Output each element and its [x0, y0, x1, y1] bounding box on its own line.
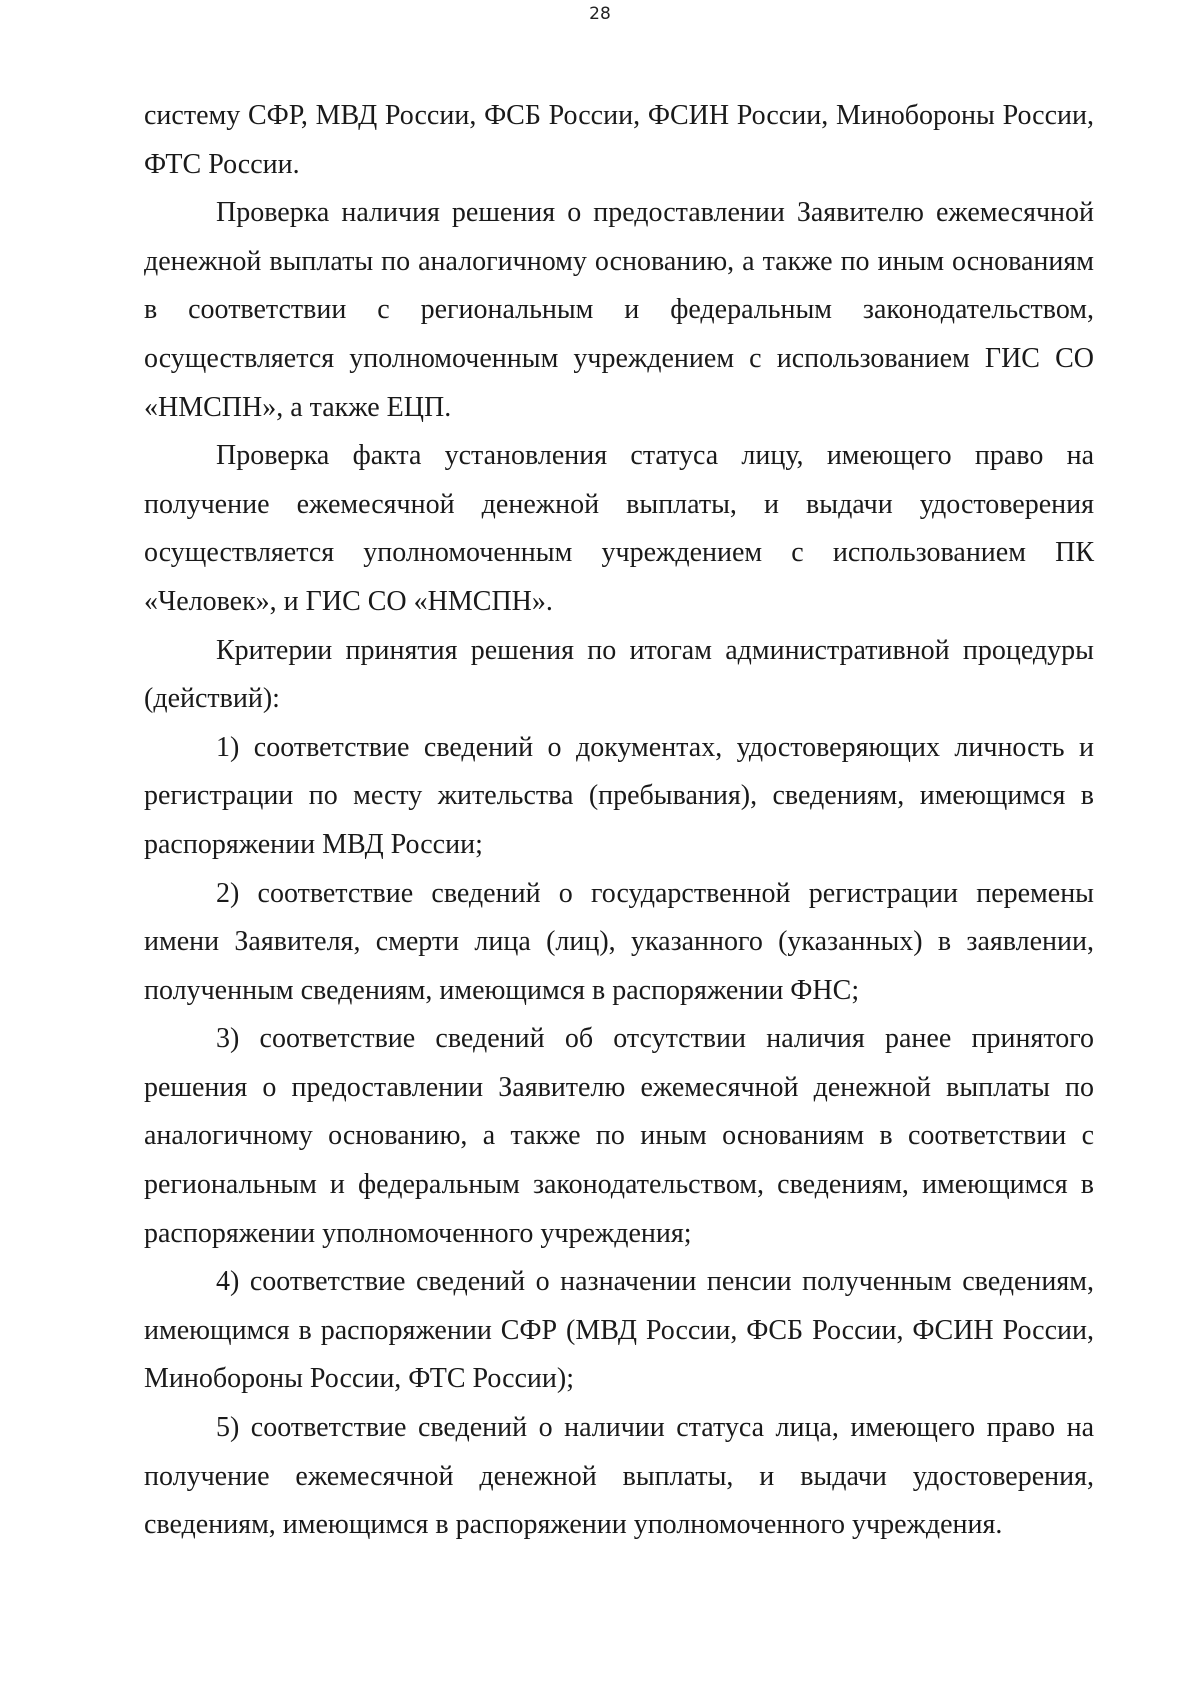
paragraph-criteria-heading: Критерии принятия решения по итогам административной процедуры (действий): — [144, 634, 1094, 715]
paragraph-check-decision: Проверка наличия решения о предоставлении Заявителю ежемесячной денежной выплаты по аналогичному основанию, а также по иным основаниям в соответствии с региональным и федеральным законодательством, осуществляется уполномоченным учреждением с использованием ГИС СО «НМСПН», а также ЕЦП. — [144, 197, 1094, 423]
page-number: 28 — [589, 4, 611, 24]
criteria-item-5: 5) соответствие сведений о наличии статуса лица, имеющего право на получение ежемесячной денежной выплаты, и выдачи удостоверения, сведениям, имеющимся в распоряжении уполномоченного учреждения. — [144, 1412, 1094, 1541]
document-body — [144, 92, 1094, 1550]
criteria-item-2: 2) соответствие сведений о государственной регистрации перемены имени Заявителя, смерти лица (лиц), указанного (указанных) в заявлении, полученным сведениям, имеющимся в распоряжении ФНС; — [144, 877, 1094, 1006]
paragraph-check-status: Проверка факта установления статуса лицу, имеющего право на получение ежемесячной денежной выплаты, и выдачи удостоверения осуществляется уполномоченным учреждением с использованием ПК «Человек», и ГИС СО «НМСПН». — [144, 440, 1094, 617]
criteria-item-4: 4) соответствие сведений о назначении пенсии полученным сведениям, имеющимся в распоряжении СФР (МВД России, ФСБ России, ФСИН России, Минобороны России, ФТС России); — [144, 1266, 1094, 1395]
criteria-item-1: 1) соответствие сведений о документах, удостоверяющих личность и регистрации по месту жительства (пребывания), сведениям, имеющимся в распоряжении МВД России; — [144, 731, 1094, 860]
paragraph-continuation: систему СФР, МВД России, ФСБ России, ФСИН России, Минобороны России, ФТС России. — [144, 100, 1094, 180]
criteria-item-3: 3) соответствие сведений об отсутствии наличия ранее принятого решения о предоставлении Заявителю ежемесячной денежной выплаты по аналогичному основанию, а также по иным основаниям в соответствии с региональным и федеральным законодательством, сведениям, имеющимся в распоряжении уполномоченного учреждения; — [144, 1023, 1094, 1249]
